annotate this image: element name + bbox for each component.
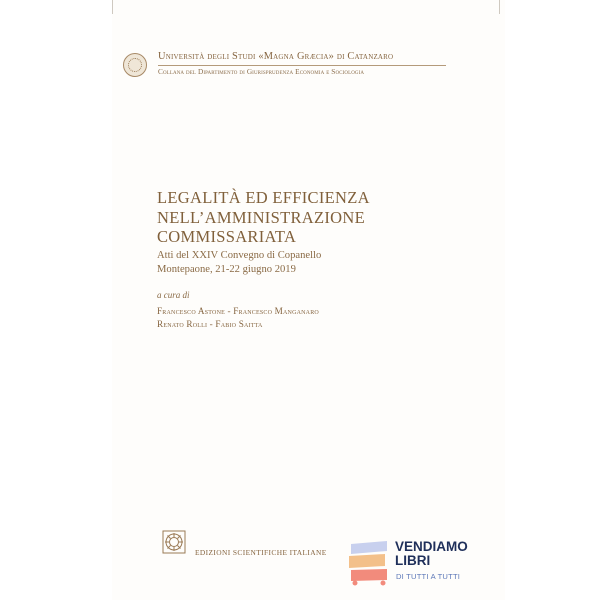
series-name: Collana del Dipartimento di Giurisprudenza Economia e Sociologia	[158, 67, 365, 76]
subtitle-line: Montepaone, 21-22 giugno 2019	[157, 264, 296, 275]
editors-line: Francesco Astone - Francesco Manganaro	[157, 306, 319, 316]
cover-edge-right	[499, 0, 500, 14]
university-seal-icon	[123, 53, 147, 77]
book-subtitle	[157, 249, 321, 277]
editors-list	[157, 305, 319, 331]
book-title-line: COMMISSARIATA	[157, 227, 297, 246]
header-divider	[158, 65, 446, 66]
book-title-line: NELL’AMMINISTRAZIONE	[157, 207, 365, 227]
publisher-name: EDIZIONI SCIENTIFICHE ITALIANE	[195, 548, 327, 557]
book-cover	[112, 0, 505, 600]
subtitle-line: Atti del XXIV Convegno di Copanello	[157, 250, 322, 261]
cover-edge-left	[112, 0, 113, 14]
book-title	[157, 188, 370, 247]
university-name: Università degli Studi «Magna Græcia» di Catanzaro	[158, 51, 394, 62]
book-title-line: LEGALITÀ ED EFFICIENZA	[157, 188, 370, 207]
books-stack-icon	[347, 540, 391, 586]
watermark-brand-line1: VENDIAMO	[395, 539, 468, 554]
curated-by-label: a cura di	[157, 290, 190, 300]
watermark-tagline: DI TUTTI A TUTTI	[396, 572, 461, 581]
editors-line: Renato Rolli - Fabio Saitta	[157, 319, 263, 329]
publisher-logo-icon	[162, 530, 186, 554]
watermark-brand-line2: LIBRI	[395, 553, 431, 568]
